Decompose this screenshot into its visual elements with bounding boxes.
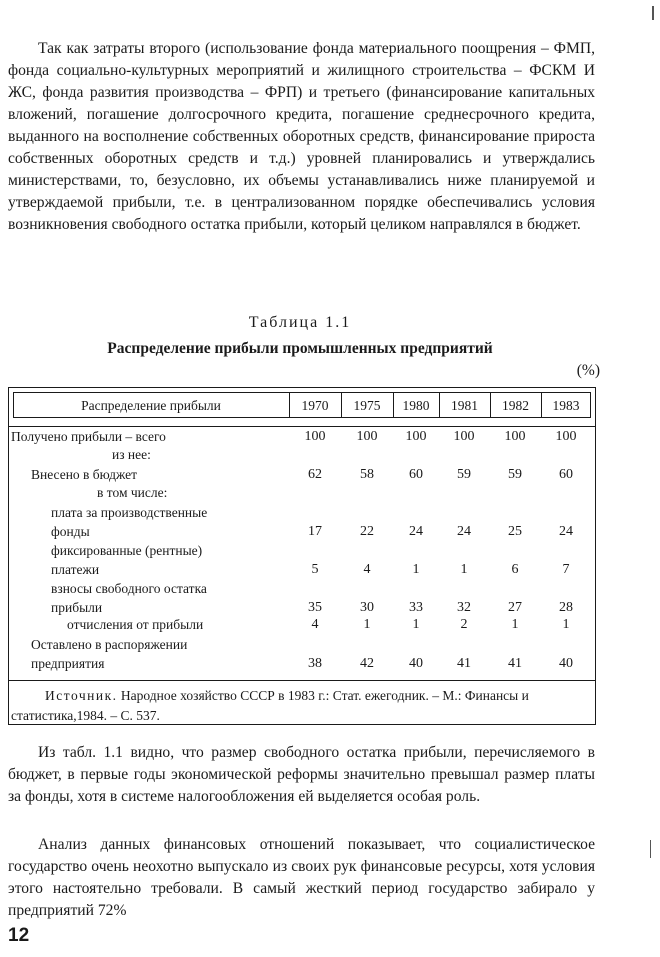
cell-value: 4 bbox=[311, 617, 319, 632]
cell-value: 22 bbox=[360, 524, 374, 539]
header-cell-year: 1981 bbox=[451, 398, 478, 413]
source-text: Народное хозяйство СССР в 1983 г.: Стат. ежегодник. – М.: Финансы и статистика,1984. – С. 537. bbox=[11, 688, 529, 723]
cell-value: 40 bbox=[409, 656, 423, 671]
cell-value: 1 bbox=[562, 617, 570, 632]
cell-value: 100 bbox=[356, 429, 378, 444]
cell-value: 35 bbox=[308, 600, 322, 615]
row-label: предприятия bbox=[31, 656, 105, 671]
header-cell-year: 1970 bbox=[301, 398, 329, 413]
profit-distribution-table bbox=[8, 387, 596, 725]
header-cell-year: 1975 bbox=[353, 398, 381, 413]
cell-value: 27 bbox=[508, 600, 522, 615]
cell-value: 24 bbox=[559, 524, 573, 539]
cell-value: 6 bbox=[511, 562, 519, 577]
cell-value: 7 bbox=[562, 562, 570, 577]
header-cell-year: 1980 bbox=[402, 398, 430, 413]
cell-value: 2 bbox=[460, 617, 468, 632]
cell-value: 100 bbox=[304, 429, 326, 444]
cell-value: 59 bbox=[508, 467, 522, 482]
cell-value: 1 bbox=[363, 617, 371, 632]
cell-value: 1 bbox=[511, 617, 519, 632]
cell-value: 5 bbox=[311, 562, 319, 577]
row-label: фонды bbox=[51, 524, 90, 539]
cell-value: 30 bbox=[360, 600, 374, 615]
cell-value: 28 bbox=[559, 600, 573, 615]
row-label: из нее: bbox=[112, 447, 151, 462]
cell-value: 40 bbox=[559, 656, 573, 671]
cell-value: 1 bbox=[412, 562, 420, 577]
row-label: платежи bbox=[51, 562, 100, 577]
cell-value: 38 bbox=[308, 656, 322, 671]
cell-value: 24 bbox=[409, 524, 423, 539]
cell-value: 59 bbox=[457, 467, 471, 482]
source-label: Источник. bbox=[45, 688, 118, 703]
cell-value: 17 bbox=[308, 524, 322, 539]
header-cell-distribution: Распределение прибыли bbox=[81, 398, 221, 413]
header-rule bbox=[9, 426, 595, 427]
row-label: плата за производственные bbox=[51, 505, 208, 520]
cell-value: 4 bbox=[363, 562, 371, 577]
header-cell-year: 1982 bbox=[502, 398, 529, 413]
row-label: Получено прибыли – всего bbox=[11, 429, 166, 444]
table-unit: (%) bbox=[576, 362, 600, 379]
cell-value: 62 bbox=[308, 467, 322, 482]
scan-margin-mark bbox=[652, 6, 654, 20]
cell-value: 41 bbox=[508, 656, 522, 671]
header-cell-year: 1983 bbox=[552, 398, 580, 413]
cell-value: 60 bbox=[559, 467, 573, 482]
paragraph-3: Анализ данных финансовых отношений показывает, что социалистическое государство очень неохотно выпускало из своих рук финансовые ресурсы, хотя условия этого настоятельно требовали. В самый жесткий период государство забирало у предприятий 72% bbox=[8, 836, 595, 919]
row-label: фиксированные (рентные) bbox=[51, 543, 203, 558]
cell-value: 33 bbox=[409, 600, 423, 615]
table-label: Таблица 1.1 bbox=[248, 314, 352, 331]
cell-value: 1 bbox=[460, 562, 468, 577]
cell-value: 25 bbox=[508, 524, 522, 539]
table-title: Распределение прибыли промышленных предприятий bbox=[107, 340, 493, 357]
cell-value: 100 bbox=[405, 429, 427, 444]
row-label: Оставлено в распоряжении bbox=[31, 637, 188, 652]
cell-value: 32 bbox=[457, 600, 471, 615]
page-number: 12 bbox=[8, 925, 30, 946]
cell-value: 1 bbox=[412, 617, 420, 632]
cell-value: 42 bbox=[360, 656, 374, 671]
row-label: отчисления от прибыли bbox=[67, 617, 204, 632]
row-label: взносы свободного остатка bbox=[51, 581, 207, 596]
cell-value: 24 bbox=[457, 524, 471, 539]
cell-value: 100 bbox=[555, 429, 577, 444]
source-rule bbox=[9, 680, 595, 681]
cell-value: 100 bbox=[453, 429, 475, 444]
table-source-note bbox=[11, 686, 591, 726]
row-label: Внесено в бюджет bbox=[31, 467, 137, 482]
cell-value: 60 bbox=[409, 467, 423, 482]
scan-margin-mark bbox=[650, 840, 651, 858]
cell-value: 58 bbox=[360, 467, 374, 482]
cell-value: 41 bbox=[457, 656, 471, 671]
row-label: в том числе: bbox=[97, 485, 168, 500]
row-label: прибыли bbox=[51, 600, 103, 615]
cell-value: 100 bbox=[504, 429, 526, 444]
paragraph-1: Так как затраты второго (использование фонда материального поощрения – ФМП, фонда социально-культурных мероприятий и жилищного строительства – ФСКМ И ЖС, фонда развития производства – ФРП) и третьего (финансирование капитальных вложений, погашение долгосрочного кредита, погашение среднесрочного кредита, выданного на восполнение собственных оборотных средств, финансирование прироста собственных оборотных средств и т.д.) уровней планировались и утверждались министерствами, то, безусловно, их объемы устанавливались ниже планируемой и утверждаемой прибыли, т.е. в централизованном порядке обеспечивались условия возникновения свободного остатка прибыли, который целиком направлялся в бюджет. bbox=[8, 40, 595, 233]
paragraph-2: Из табл. 1.1 видно, что размер свободного остатка прибыли, перечисляемого в бюджет, в первые годы экономической реформы значительно превышал размер платы за фонды, хотя в системе налогообложения ей выделяется особая роль. bbox=[8, 744, 595, 805]
